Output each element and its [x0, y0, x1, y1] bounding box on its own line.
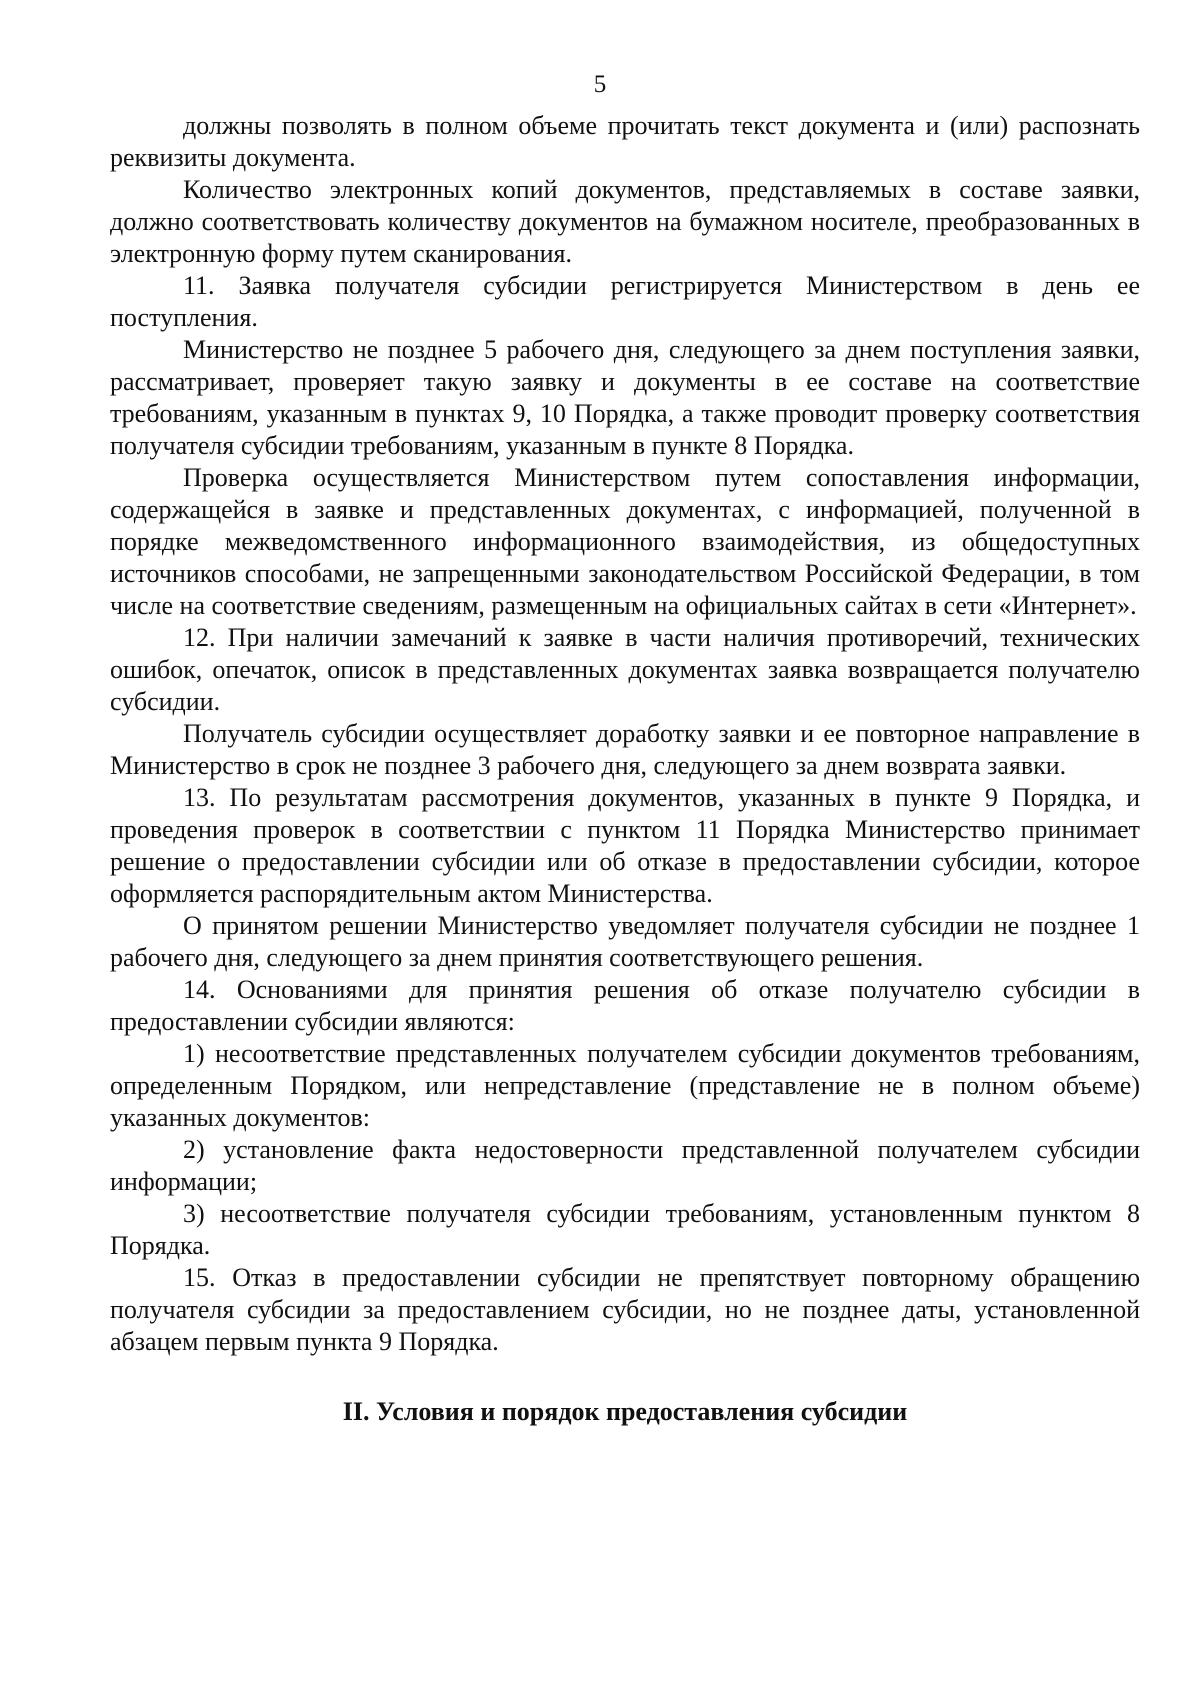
paragraph-13: 3) несоответствие получателя субсидии требованиям, установленным пунктом 8 Порядка.	[110, 1199, 1140, 1260]
paragraph-10: 14. Основаниями для принятия решения об отказе получателю субсидии в предоставлении субсидии являются:	[110, 975, 1140, 1036]
paragraph-12: 2) установление факта недостоверности представленной получателем субсидии информации;	[110, 1135, 1140, 1196]
document-body	[110, 110, 1140, 1428]
paragraph-11: 1) несоответствие представленных получателем субсидии документов требованиям, определенным Порядком, или непредставление (представление не в полном объеме) указанных документов:	[110, 1039, 1140, 1132]
page-number: 5	[593, 71, 607, 98]
paragraph-3: 11. Заявка получателя субсидии регистрируется Министерством в день ее поступления.	[110, 271, 1140, 332]
paragraph-4: Министерство не позднее 5 рабочего дня, следующего за днем поступления заявки, рассматривает, проверяет такую заявку и документы в ее составе на соответствие требованиям, указанным в пунктах 9, 10 Порядка, а также проводит проверку соответствия получателя субсидии требованиям, указанным в пункте 8 Порядка.	[110, 335, 1140, 460]
paragraph-7: Получатель субсидии осуществляет доработку заявки и ее повторное направление в Министерство в срок не позднее 3 рабочего дня, следующего за днем возврата заявки.	[110, 719, 1140, 780]
paragraph-6: 12. При наличии замечаний к заявке в части наличия противоречий, технических ошибок, опечаток, описок в представленных документах заявка возвращается получателю субсидии.	[110, 623, 1140, 716]
paragraph-5: Проверка осуществляется Министерством путем сопоставления информации, содержащейся в заявке и представленных документах, с информацией, полученной в порядке межведомственного информационного взаимодействия, из общедоступных источников способами, не запрещенными законодательством Российской Федерации, в том числе на соответствие сведениям, размещенным на официальных сайтах в сети «Интернет».	[110, 463, 1140, 620]
paragraph-14: 15. Отказ в предоставлении субсидии не препятствует повторному обращению получателя субсидии за предоставлением субсидии, но не позднее даты, установленной абзацем первым пункта 9 Порядка.	[110, 1263, 1140, 1356]
paragraph-1: должны позволять в полном объеме прочитать текст документа и (или) распознать реквизиты документа.	[110, 111, 1140, 172]
paragraph-2: Количество электронных копий документов, представляемых в составе заявки, должно соответствовать количеству документов на бумажном носителе, преобразованных в электронную форму путем сканирования.	[110, 175, 1140, 268]
section-heading: II. Условия и порядок предоставления субсидии	[342, 1397, 908, 1426]
paragraph-9: О принятом решении Министерство уведомляет получателя субсидии не позднее 1 рабочего дня, следующего за днем принятия соответствующего решения.	[110, 911, 1140, 972]
paragraph-8: 13. По результатам рассмотрения документов, указанных в пункте 9 Порядка, и проведения проверок в соответствии с пунктом 11 Порядка Министерство принимает решение о предоставлении субсидии или об отказе в предоставлении субсидии, которое оформляется распорядительным актом Министерства.	[110, 783, 1140, 908]
